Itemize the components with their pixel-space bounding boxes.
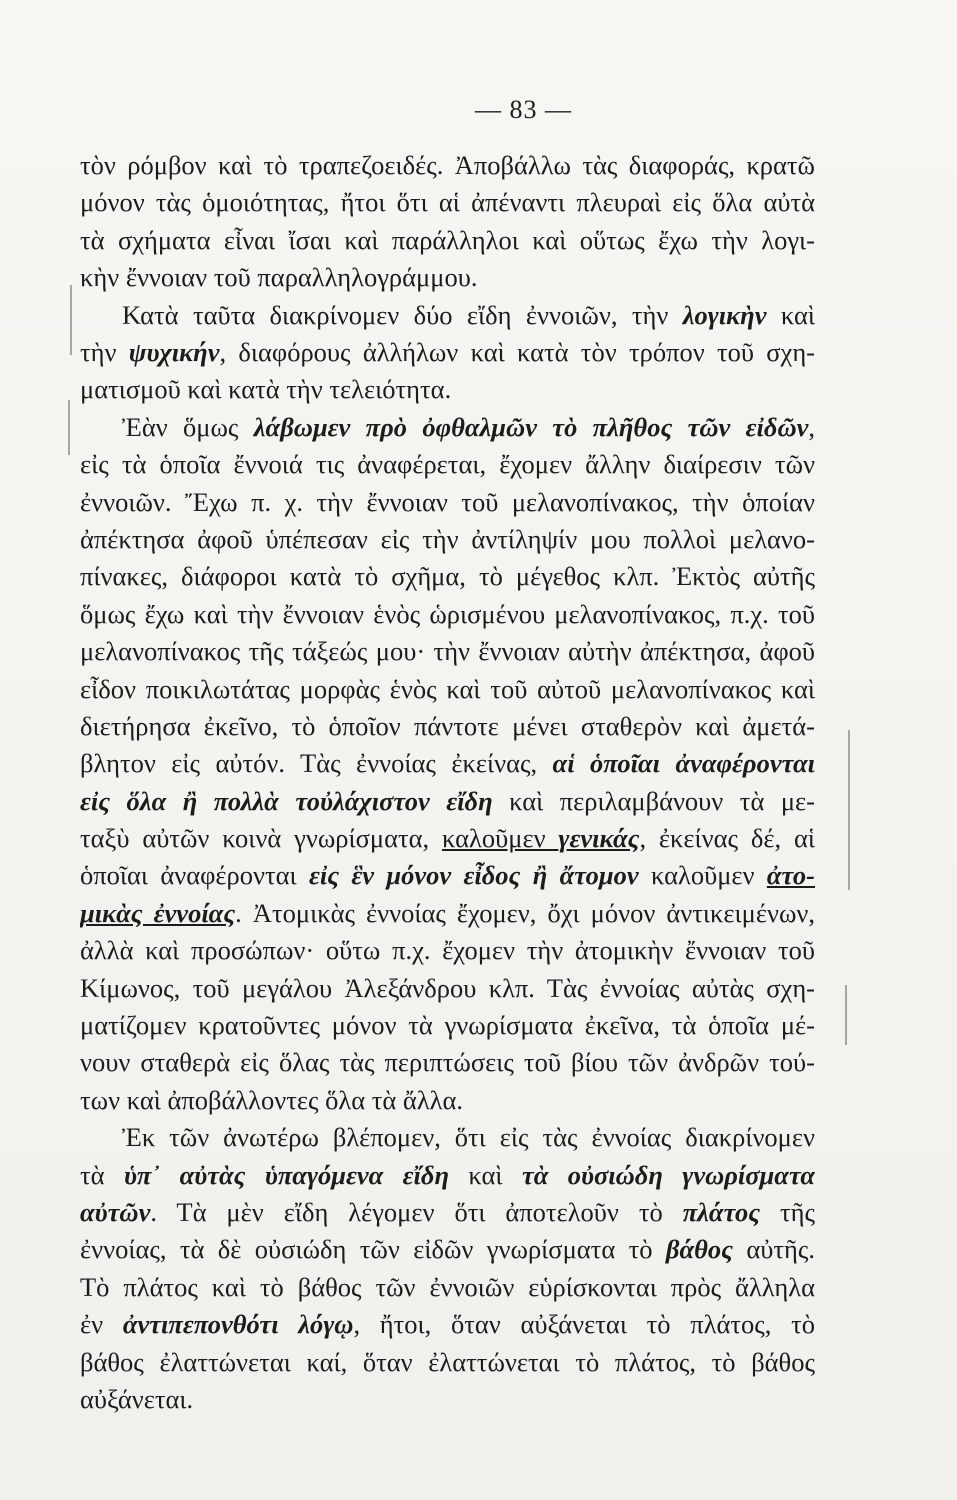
text-run: ἐν — [80, 1309, 123, 1340]
emphasized-term: εἰς ὅλα ἢ πολλὰ τοὐλάχιστον εἴδη — [80, 785, 493, 816]
text-line — [80, 970, 815, 1007]
text-run: ταξὺ αὐτῶν κοινὰ γνωρίσματα, — [80, 823, 443, 854]
text-run: ματισμοῦ καὶ κατὰ τὴν τελειότητα. — [80, 374, 452, 405]
text-run: καὶ — [449, 1159, 522, 1190]
text-line — [80, 297, 815, 334]
emphasized-term: βάθος — [665, 1234, 733, 1265]
text-line — [80, 1157, 815, 1194]
text-line — [80, 1119, 815, 1156]
text-run: τὰ σχήματα εἶναι ἴσαι καὶ παράλληλοι καὶ οὕτως ἔχω τὴν λογι- — [80, 224, 815, 255]
margin-pencil-mark — [848, 730, 850, 890]
text-line — [80, 371, 815, 408]
text-run: των καὶ ἀποβάλλοντες ὅλα τὰ ἄλλα. — [80, 1084, 464, 1115]
text-run: , ἤτοι, ὅταν αὐξάνεται τὸ πλάτος, τὸ — [353, 1309, 815, 1340]
text-line — [80, 1306, 815, 1343]
text-run: ὁποῖαι ἀναφέρονται — [80, 860, 310, 891]
margin-pencil-mark — [70, 285, 72, 355]
text-run: μελανοπίνακος τῆς τάξεώς μου· τὴν ἔννοιαν αὐτὴν ἀπέκτησα, ἀφοῦ — [80, 636, 815, 667]
text-line — [80, 446, 815, 483]
text-line — [80, 895, 815, 932]
text-line — [80, 1194, 815, 1231]
text-run: ἀπέκτησα ἀφοῦ ὑπέπεσαν εἰς τὴν ἀντίληψίν μου πολλοὶ μελανο- — [80, 523, 815, 554]
emphasized-term: λάβωμεν πρὸ ὀφθαλμῶν τὸ πλῆθος τῶν εἰδῶν — [253, 411, 809, 442]
text-run: αὐτῆς. — [732, 1234, 815, 1265]
text-run: . Τὰ μὲν εἴδη λέγομεν ὅτι ἀποτελοῦν τὸ — [150, 1196, 683, 1227]
text-run: βλητον εἰς αὐτόν. Τὰς ἐννοίας ἐκείνας, — [80, 748, 553, 779]
text-run: Ἐκ τῶν ἀνωτέρω βλέπομεν, ὅτι εἰς τὰς ἐννοίας διακρίνομεν — [122, 1122, 815, 1153]
emphasized-term: λογικὴν — [682, 299, 767, 330]
text-line — [80, 184, 815, 221]
body-text — [80, 147, 815, 1418]
text-run: εἶδον ποικιλωτάτας μορφὰς ἑνὸς καὶ τοῦ αὐτοῦ μελανοπίνακος καὶ — [80, 673, 815, 704]
emphasized-term: ἀτο- — [766, 860, 815, 891]
emphasized-term: γενικάς — [558, 823, 640, 854]
text-run: καὶ περιλαμβάνουν τὰ με- — [492, 785, 815, 816]
text-run: τὴν — [80, 336, 129, 367]
emphasized-term: ἀντιπεπονθότι λόγῳ — [122, 1309, 354, 1340]
text-line — [80, 1044, 815, 1081]
text-run: πίνακες, διάφοροι κατὰ τὸ σχῆμα, τὸ μέγεθος κλπ. Ἐκτὸς αὐτῆς — [80, 561, 815, 592]
text-run: διετήρησα ἐκεῖνο, τὸ ὁποῖον πάντοτε μένει σταθερὸν καὶ ἀμετά- — [80, 710, 815, 741]
text-run: τὸν ρόμβον καὶ τὸ τραπεζοειδές. Ἀποβάλλω τὰς διαφοράς, κρατῶ — [80, 150, 815, 180]
text-run: ματίζομεν κρατοῦντες μόνον τὰ γνωρίσματα ἐκεῖνα, τὰ ὁποῖα μέ- — [80, 1010, 815, 1041]
text-line — [80, 820, 815, 857]
text-line — [80, 708, 815, 745]
text-line — [80, 1231, 815, 1268]
text-line — [80, 334, 815, 371]
text-line — [80, 521, 815, 558]
text-line — [80, 1007, 815, 1044]
text-line — [80, 484, 815, 521]
text-run: μόνον τὰς ὁμοιότητας, ἤτοι ὅτι αἱ ἀπέναντι πλευραὶ εἰς ὅλα αὐτὰ — [80, 187, 815, 218]
text-line — [80, 1082, 815, 1119]
emphasized-term: ψυχικήν — [128, 336, 220, 367]
text-run: , — [808, 411, 815, 442]
text-line — [80, 745, 815, 782]
margin-pencil-mark — [845, 985, 847, 1045]
text-run: κὴν ἔννοιαν τοῦ παραλληλογράμμου. — [80, 262, 478, 293]
text-run: τὰ — [80, 1159, 124, 1190]
text-run: ἐννοιῶν. Ἔχω π. χ. τὴν ἔννοιαν τοῦ μελανοπίνακος, τὴν ὁποίαν — [80, 486, 815, 517]
text-run: αὐξάνεται. — [80, 1383, 194, 1414]
text-line — [80, 222, 815, 259]
text-run: καὶ — [766, 299, 815, 330]
text-run: ἐννοίας, τὰ δὲ οὐσιώδη τῶν εἰδῶν γνωρίσματα τὸ — [80, 1234, 666, 1265]
text-run: βάθος ἐλαττώνεται καί, ὅταν ἐλαττώνεται τὸ πλάτος, τὸ βάθος — [80, 1346, 815, 1377]
emphasized-term: αὐτῶν — [80, 1196, 151, 1227]
text-run: καλοῦμεν — [442, 823, 559, 854]
text-run: Κίμωνος, τοῦ μεγάλου Ἀλεξάνδρου κλπ. Τὰς ἐννοίας αὐτὰς σχη- — [80, 972, 815, 1003]
text-line — [80, 596, 815, 633]
text-run: νουν σταθερὰ εἰς ὅλας τὰς περιπτώσεις τοῦ βίου τῶν ἀνδρῶν τού- — [80, 1047, 815, 1078]
text-line — [80, 1381, 815, 1418]
text-line — [80, 147, 815, 184]
emphasized-term: τὰ οὐσιώδη γνωρίσματα — [521, 1159, 815, 1190]
text-line — [80, 1269, 815, 1306]
text-run: , ἐκείνας δέ, αἱ — [639, 823, 815, 854]
text-run: , διαφόρους ἀλλήλων καὶ κατὰ τὸν τρόπον τοῦ σχη- — [219, 336, 815, 367]
text-run: τῆς — [760, 1196, 815, 1227]
text-line — [80, 409, 815, 446]
margin-pencil-mark — [68, 400, 70, 455]
text-run: Ἐὰν ὅμως — [122, 411, 254, 442]
emphasized-term: αἱ ὁποῖαι ἀναφέρονται — [552, 748, 815, 779]
emphasized-term: ὑπ᾽ αὐτὰς ὑπαγόμενα εἴδη — [123, 1159, 450, 1190]
text-run: Κατὰ ταῦτα διακρίνομεν δύο εἴδη ἐννοιῶν, τὴν — [122, 299, 683, 330]
text-line — [80, 932, 815, 969]
emphasized-term: μικὰς ἐννοίας — [80, 897, 236, 928]
text-run: . Ἀτομικὰς ἐννοίας ἔχομεν, ὄχι μόνον ἀντικειμένων, — [235, 897, 815, 928]
emphasized-term: πλάτος — [682, 1196, 761, 1227]
text-line — [80, 558, 815, 595]
text-line — [80, 671, 815, 708]
text-run: ἀλλὰ καὶ προσώπων· οὕτω π.χ. ἔχομεν τὴν ἀτομικὴν ἔννοιαν τοῦ — [80, 935, 815, 966]
text-line — [80, 783, 815, 820]
text-line — [80, 857, 815, 894]
page-number: — 83 — — [475, 95, 572, 124]
text-line — [80, 259, 815, 296]
text-line — [80, 633, 815, 670]
text-run: εἰς τὰ ὁποῖα ἔννοιά τις ἀναφέρεται, ἔχομεν ἄλλην διαίρεσιν τῶν — [80, 449, 815, 480]
text-line — [80, 1344, 815, 1381]
emphasized-term: εἰς ἓν μόνον εἶδος ἢ ἄτομον — [309, 860, 639, 891]
text-run: ὅμως ἔχω καὶ τὴν ἔννοιαν ἑνὸς ὡρισμένου μελανοπίνακος, π.χ. τοῦ — [80, 598, 815, 629]
text-run: καλοῦμεν — [638, 860, 767, 891]
text-run: Τὸ πλάτος καὶ τὸ βάθος τῶν ἐννοιῶν εὑρίσκονται πρὸς ἄλληλα — [80, 1271, 815, 1302]
